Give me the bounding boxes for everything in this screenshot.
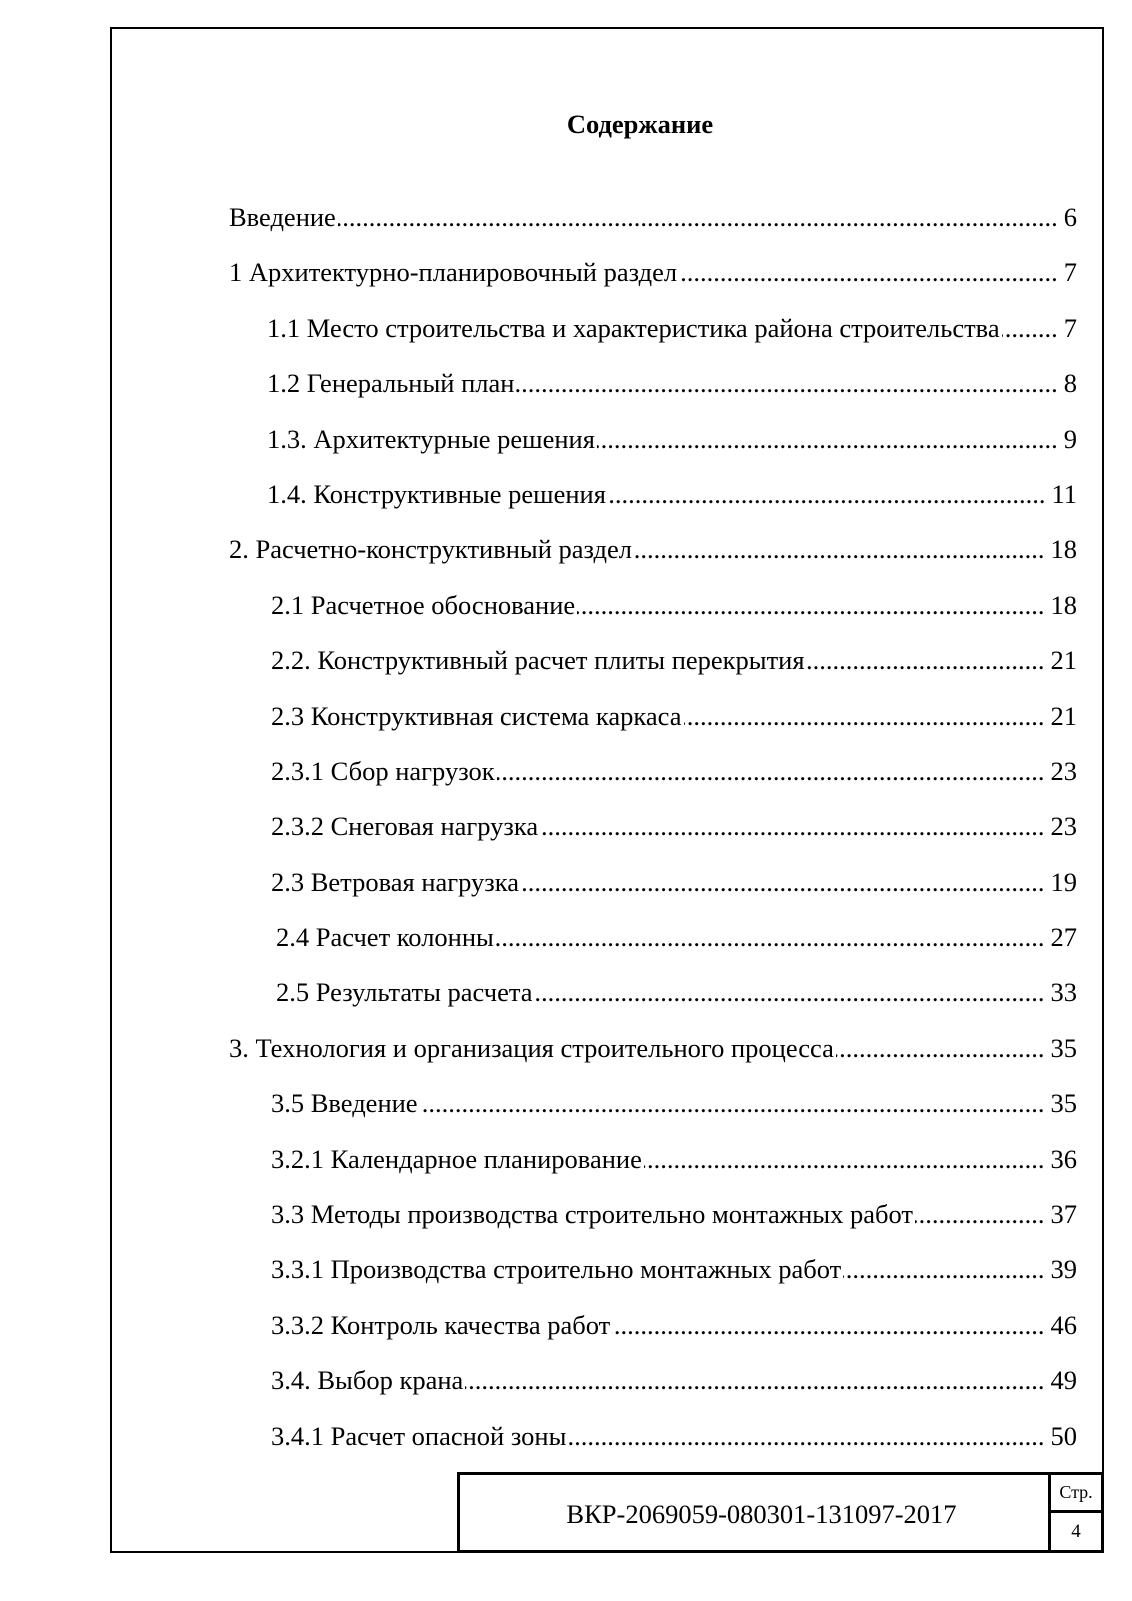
toc-entry bbox=[229, 578, 1077, 633]
toc-entry-label: Введение bbox=[229, 202, 336, 232]
toc-entry-page: 21 bbox=[1050, 645, 1077, 676]
dot-leader bbox=[516, 356, 1057, 411]
toc-entry bbox=[229, 412, 1077, 467]
toc-entry-page: 33 bbox=[1050, 977, 1077, 1008]
toc-entry bbox=[229, 245, 1077, 300]
toc-title: Содержание bbox=[566, 109, 714, 139]
toc-entry-label: 1.2 Генеральный план bbox=[267, 368, 515, 399]
dot-leader bbox=[465, 1353, 1044, 1408]
toc-entry-label: 3. Технология и организация строительного процесса bbox=[229, 1032, 834, 1063]
toc-entry-label: 2.3 Ветровая нагрузка bbox=[271, 866, 519, 897]
document-code: ВКР-2069059-080301-131097-2017 bbox=[566, 1499, 957, 1529]
toc-entry-page: 7 bbox=[1063, 257, 1077, 288]
dot-leader bbox=[836, 1021, 1045, 1076]
toc-entry-label: 3.3.2 Контроль качества работ bbox=[271, 1309, 611, 1340]
toc-entry-label: 2.1 Расчетное обоснование bbox=[271, 589, 576, 620]
toc-entry-label: 2. Расчетно-конструктивный раздел bbox=[229, 534, 632, 565]
dot-leader bbox=[597, 412, 1058, 467]
dot-leader bbox=[497, 744, 1045, 799]
toc-entry bbox=[229, 467, 1077, 522]
toc-entry-label: 2.2. Конструктивный расчет плиты перекрытия bbox=[271, 645, 805, 676]
toc-entry-page: 23 bbox=[1050, 755, 1077, 786]
dot-leader bbox=[843, 1242, 1044, 1297]
toc-entry bbox=[229, 689, 1077, 744]
dot-leader bbox=[634, 522, 1045, 577]
dot-leader bbox=[420, 1076, 1045, 1131]
toc-entry-page: 23 bbox=[1050, 811, 1077, 842]
toc-entry-label: 3.3 Методы производства строительно монтажных работ bbox=[271, 1199, 913, 1230]
toc-entry bbox=[229, 855, 1077, 910]
toc-entry bbox=[229, 910, 1077, 965]
toc-entry bbox=[229, 190, 1077, 245]
dot-leader bbox=[496, 910, 1045, 965]
toc-entry bbox=[229, 1132, 1077, 1187]
dot-leader bbox=[521, 855, 1045, 910]
toc-entry bbox=[229, 301, 1077, 356]
toc-entry-page: 9 bbox=[1063, 423, 1077, 454]
dot-leader bbox=[807, 633, 1045, 688]
toc-entry-page: 8 bbox=[1063, 368, 1077, 399]
toc-entry-page: 18 bbox=[1050, 534, 1077, 565]
toc-entry bbox=[229, 1353, 1077, 1408]
toc-entry-label: 1.1 Место строительства и характеристика района строительства bbox=[267, 312, 1000, 343]
toc-entry-page: 37 bbox=[1050, 1199, 1077, 1230]
dot-leader bbox=[1002, 301, 1058, 356]
page-number: 4 bbox=[1071, 1521, 1081, 1542]
toc-entry-page: 6 bbox=[1063, 202, 1077, 232]
dot-leader bbox=[679, 245, 1058, 300]
toc-list bbox=[229, 190, 1077, 1464]
toc-entry-page: 7 bbox=[1063, 312, 1077, 343]
toc-entry-label: 3.3.1 Производства строительно монтажных работ bbox=[271, 1254, 842, 1285]
toc-entry-page: 35 bbox=[1050, 1032, 1077, 1063]
toc-entry-label: 2.3.1 Сбор нагрузок bbox=[271, 755, 495, 786]
toc-entry bbox=[229, 522, 1077, 577]
toc-entry-label: 3.4.1 Расчет опасной зоны bbox=[271, 1420, 567, 1451]
toc-entry-label: 2.3.2 Снеговая нагрузка bbox=[271, 811, 539, 842]
dot-leader bbox=[535, 965, 1045, 1020]
toc-entry bbox=[229, 1021, 1077, 1076]
toc-entry-page: 50 bbox=[1050, 1420, 1077, 1451]
toc-entry-page: 49 bbox=[1050, 1365, 1077, 1396]
toc-entry-page: 21 bbox=[1050, 700, 1077, 731]
dot-leader bbox=[612, 1298, 1044, 1353]
toc-entry-page: 39 bbox=[1050, 1254, 1077, 1285]
toc-entry bbox=[229, 1409, 1077, 1464]
dot-leader bbox=[540, 799, 1044, 854]
toc-entry bbox=[229, 744, 1077, 799]
title-block-stamp bbox=[457, 1472, 1104, 1553]
toc-entry bbox=[229, 1298, 1077, 1353]
dot-leader bbox=[608, 467, 1046, 522]
toc-entry bbox=[229, 633, 1077, 688]
dot-leader bbox=[684, 689, 1045, 744]
toc-entry bbox=[229, 799, 1077, 854]
toc-entry-label: 3.2.1 Календарное планирование bbox=[271, 1143, 642, 1174]
toc-entry bbox=[229, 356, 1077, 411]
toc-entry-page: 35 bbox=[1050, 1088, 1077, 1119]
page-label: Стр. bbox=[1059, 1482, 1093, 1502]
toc-entry-label: 1.4. Конструктивные решения bbox=[267, 478, 606, 509]
dot-leader bbox=[577, 578, 1044, 633]
toc-entry-label: 1.3. Архитектурные решения bbox=[267, 423, 595, 454]
toc-entry bbox=[229, 1242, 1077, 1297]
toc-entry bbox=[229, 965, 1077, 1020]
toc-entry-label: 2.4 Расчет колонны bbox=[276, 922, 494, 953]
toc-entry-label: 1 Архитектурно-планировочный раздел bbox=[229, 257, 678, 288]
toc-entry bbox=[229, 1187, 1077, 1242]
toc-entry-page: 36 bbox=[1050, 1143, 1077, 1174]
toc-entry-page: 27 bbox=[1050, 922, 1077, 953]
dot-leader bbox=[338, 190, 1058, 245]
toc-entry-label: 2.3 Конструктивная система каркаса bbox=[271, 700, 682, 731]
toc-entry-label: 3.4. Выбор крана bbox=[271, 1365, 464, 1396]
toc-entry-label: 3.5 Введение bbox=[271, 1088, 418, 1119]
dot-leader bbox=[644, 1132, 1045, 1187]
dot-leader bbox=[568, 1409, 1044, 1464]
toc-entry-page: 19 bbox=[1050, 866, 1077, 897]
toc-entry-page: 46 bbox=[1050, 1309, 1077, 1340]
dot-leader bbox=[915, 1187, 1045, 1242]
toc-entry-page: 11 bbox=[1051, 478, 1077, 509]
toc-entry bbox=[229, 1076, 1077, 1131]
toc-entry-page: 18 bbox=[1050, 589, 1077, 620]
toc-entry-label: 2.5 Результаты расчета bbox=[276, 977, 533, 1008]
